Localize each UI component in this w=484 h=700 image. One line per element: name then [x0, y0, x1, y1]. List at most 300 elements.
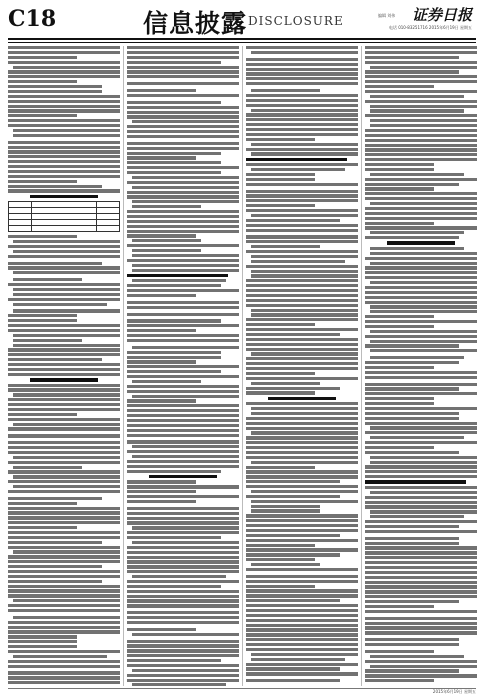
- text-line: [8, 384, 120, 387]
- text-line: [370, 124, 477, 127]
- text-line: [246, 58, 358, 61]
- text-line: [365, 286, 477, 289]
- text-line: [127, 580, 239, 583]
- text-line: [246, 548, 358, 551]
- text-line: [8, 536, 120, 539]
- text-line: [8, 324, 120, 327]
- text-line: [8, 645, 77, 648]
- text-line: [246, 422, 358, 425]
- text-line: [127, 390, 239, 393]
- text-line: [8, 141, 120, 144]
- text-line: [365, 674, 477, 677]
- text-line: [127, 106, 239, 109]
- text-line: [132, 541, 239, 544]
- text-line: [365, 207, 477, 210]
- text-line: [365, 383, 477, 386]
- column-4: [365, 46, 477, 686]
- text-line: [365, 376, 477, 379]
- text-line: [365, 257, 477, 260]
- masthead: [0, 0, 484, 46]
- text-line: [370, 515, 464, 518]
- text-line: [365, 344, 459, 347]
- text-line: [246, 328, 358, 331]
- text-line: [370, 356, 464, 359]
- text-line: [127, 339, 239, 342]
- text-line: [365, 266, 477, 269]
- text-line: [246, 343, 358, 346]
- text-line: [246, 148, 358, 151]
- text-line: [8, 70, 120, 73]
- text-line: [370, 262, 477, 265]
- text-line: [8, 255, 120, 258]
- text-line: [246, 529, 358, 532]
- text-line: [8, 373, 120, 376]
- text-line: [127, 66, 239, 69]
- text-line: [8, 283, 120, 286]
- text-line: [127, 147, 239, 150]
- text-line: [127, 536, 221, 539]
- text-line: [246, 63, 358, 66]
- text-line: [365, 61, 477, 64]
- text-line: [127, 142, 239, 145]
- column-divider: [361, 46, 362, 686]
- text-line: [127, 51, 239, 54]
- text-line: [8, 105, 120, 108]
- text-line: [246, 68, 358, 71]
- text-line: [13, 309, 120, 312]
- text-line: [370, 310, 477, 313]
- text-line: [365, 315, 434, 318]
- text-line: [365, 470, 477, 473]
- text-line: [365, 660, 477, 663]
- text-line: [246, 209, 358, 212]
- text-line: [13, 339, 82, 342]
- text-line: [365, 407, 477, 410]
- text-line: [370, 281, 477, 284]
- text-line: [127, 590, 239, 593]
- text-line: [365, 222, 434, 225]
- text-line: [127, 512, 239, 515]
- text-line: [365, 100, 477, 103]
- text-line: [246, 495, 340, 498]
- footer-rule: [8, 688, 476, 689]
- text-line: [365, 595, 477, 598]
- text-line: [246, 391, 315, 394]
- text-line: [251, 270, 358, 273]
- text-line: [246, 568, 358, 571]
- text-line: [365, 475, 477, 478]
- text-line: [246, 638, 358, 641]
- text-line: [246, 128, 358, 131]
- text-line: [127, 659, 221, 662]
- text-line: [251, 309, 358, 312]
- text-line: [8, 502, 77, 505]
- text-line: [13, 344, 120, 347]
- text-line: [365, 129, 477, 132]
- text-line: [8, 580, 102, 583]
- text-line: [246, 387, 340, 390]
- text-line: [127, 500, 196, 503]
- text-line: [251, 490, 358, 493]
- text-line: [127, 94, 239, 97]
- text-line: [127, 507, 239, 510]
- text-line: [251, 274, 358, 277]
- text-line: [251, 152, 358, 155]
- text-line: [8, 555, 120, 558]
- text-line: [8, 531, 120, 534]
- text-line: [132, 264, 239, 267]
- text-line: [127, 234, 196, 237]
- text-line: [365, 585, 477, 588]
- text-line: [127, 125, 239, 128]
- text-line: [127, 324, 239, 327]
- text-line: [370, 349, 477, 352]
- section-heading: [30, 195, 97, 199]
- text-line: [246, 240, 358, 243]
- text-line: [246, 265, 358, 268]
- text-line: [365, 465, 477, 468]
- section-heading: [30, 378, 97, 382]
- text-line: [246, 304, 358, 307]
- text-line: [8, 594, 120, 597]
- text-line: [246, 294, 358, 297]
- text-line: [8, 403, 120, 406]
- text-line: [365, 542, 459, 545]
- text-line: [132, 445, 239, 448]
- text-line: [132, 186, 239, 189]
- text-line: [246, 219, 340, 222]
- column-1: [8, 46, 120, 686]
- text-line: [132, 395, 239, 398]
- text-line: [246, 456, 358, 459]
- text-line: [246, 441, 358, 444]
- text-line: [365, 501, 477, 504]
- text-line: [8, 353, 120, 356]
- text-line: [8, 51, 120, 54]
- column-divider: [123, 46, 124, 686]
- text-line: [127, 130, 239, 133]
- text-line: [8, 368, 120, 371]
- text-line: [8, 398, 120, 401]
- section-heading: [127, 274, 228, 278]
- text-line: [127, 517, 239, 520]
- text-line: [365, 271, 477, 274]
- text-line: [127, 225, 239, 228]
- table-cell: [9, 220, 32, 225]
- text-line: [365, 446, 434, 449]
- text-line: [127, 152, 221, 155]
- text-line: [246, 362, 358, 365]
- text-line: [365, 581, 477, 584]
- text-line: [365, 192, 477, 195]
- text-line: [13, 616, 120, 619]
- text-line: [251, 431, 358, 434]
- text-line: [246, 94, 358, 97]
- text-line: [365, 183, 459, 186]
- text-line: [246, 99, 358, 102]
- text-line: [127, 259, 239, 262]
- text-line: [365, 546, 477, 549]
- text-line: [132, 575, 226, 578]
- edition-line: 电话 010-83251716 2015年6月19日 星期五: [388, 25, 472, 30]
- text-line: [246, 178, 315, 181]
- text-line: [246, 190, 358, 193]
- text-line: [246, 163, 358, 166]
- text-line: [246, 553, 340, 556]
- text-line: [8, 75, 120, 78]
- text-line: [246, 173, 315, 176]
- text-line: [8, 609, 120, 612]
- text-line: [127, 313, 239, 316]
- text-line: [127, 46, 239, 49]
- text-line: [365, 276, 477, 279]
- text-line: [8, 109, 120, 112]
- text-line: [365, 226, 477, 229]
- text-line: [127, 334, 239, 337]
- text-line: [370, 95, 464, 98]
- text-line: [251, 352, 358, 355]
- text-line: [8, 363, 120, 366]
- text-line: [370, 436, 464, 439]
- text-line: [365, 178, 477, 181]
- text-line: [246, 643, 358, 646]
- text-line: [370, 202, 477, 205]
- text-line: [246, 250, 358, 253]
- text-line: [127, 244, 239, 247]
- editor-credit: 编辑 刘伟: [378, 13, 396, 18]
- text-line: [365, 51, 477, 54]
- text-line: [365, 412, 459, 415]
- text-line: [127, 429, 239, 432]
- text-line: [13, 278, 82, 281]
- text-line: [365, 643, 459, 646]
- text-line: [365, 153, 477, 156]
- text-line: [365, 114, 477, 117]
- page-footer: [8, 688, 476, 694]
- text-line: [365, 571, 477, 574]
- table-cell: [97, 220, 119, 225]
- text-line: [127, 490, 196, 493]
- text-line: [246, 417, 358, 420]
- text-line: [127, 565, 239, 568]
- section-heading: [365, 480, 466, 484]
- text-line: [132, 254, 239, 257]
- text-line: [8, 146, 120, 149]
- text-line: [246, 348, 358, 351]
- table-cell: [32, 208, 98, 213]
- text-line: [127, 385, 239, 388]
- text-line: [246, 118, 358, 121]
- text-line: [8, 61, 120, 64]
- text-line: [127, 644, 239, 647]
- text-line: [127, 604, 239, 607]
- text-line: [365, 85, 434, 88]
- text-line: [251, 89, 320, 92]
- text-line: [127, 70, 239, 73]
- text-line: [127, 640, 239, 643]
- section-heading: [387, 241, 454, 245]
- text-line: [13, 393, 120, 396]
- text-line: [370, 109, 464, 112]
- text-line: [13, 599, 120, 602]
- text-line: [8, 319, 77, 322]
- text-line: [13, 271, 120, 274]
- masthead-rule-thin: [8, 42, 476, 43]
- text-line: [127, 414, 239, 417]
- text-line: [246, 466, 315, 469]
- text-line: [8, 635, 77, 638]
- text-line: [127, 551, 239, 554]
- text-line: [365, 626, 477, 629]
- text-line: [365, 134, 477, 137]
- text-line: [246, 123, 358, 126]
- text-line: [127, 181, 239, 184]
- text-line: [251, 214, 358, 217]
- text-line: [127, 628, 196, 631]
- text-line: [365, 144, 477, 147]
- text-line: [8, 175, 120, 178]
- text-line: [246, 672, 358, 675]
- text-line: [8, 170, 120, 173]
- text-line: [8, 630, 120, 633]
- text-line: [127, 215, 239, 218]
- text-line: [127, 89, 196, 92]
- text-line: [246, 372, 315, 375]
- text-line: [127, 356, 221, 359]
- text-line: [365, 187, 434, 190]
- text-line: [251, 509, 320, 512]
- text-line: [251, 260, 345, 263]
- text-line: [127, 111, 239, 114]
- text-line: [8, 150, 120, 153]
- text-line: [251, 109, 358, 112]
- text-line: [8, 189, 120, 192]
- text-line: [365, 590, 477, 593]
- text-line: [246, 470, 358, 473]
- text-line: [246, 199, 358, 202]
- text-line: [8, 660, 120, 663]
- table-cell: [97, 226, 119, 231]
- text-line: [246, 648, 358, 651]
- text-line: [246, 446, 358, 449]
- text-line: [365, 525, 459, 528]
- text-line: [127, 546, 239, 549]
- text-line: [8, 155, 120, 158]
- text-line: [127, 161, 221, 164]
- text-line: [8, 570, 120, 573]
- text-line: [8, 358, 102, 361]
- text-line: [365, 70, 459, 73]
- text-line: [246, 534, 340, 537]
- text-line: [132, 176, 239, 179]
- text-line: [246, 436, 358, 439]
- text-line: [365, 46, 477, 49]
- text-line: [246, 585, 315, 588]
- text-line: [246, 524, 358, 527]
- text-line: [365, 617, 477, 620]
- text-line: [365, 148, 477, 151]
- text-line: [365, 217, 477, 220]
- text-line: [8, 266, 120, 269]
- text-line: [365, 650, 434, 653]
- text-line: [127, 365, 239, 368]
- text-line: [132, 380, 201, 383]
- text-line: [246, 133, 358, 136]
- table-cell: [97, 208, 119, 213]
- text-line: [251, 255, 358, 258]
- text-line: [8, 604, 120, 607]
- text-line: [246, 619, 358, 622]
- text-line: [365, 361, 459, 364]
- column-divider: [242, 46, 243, 686]
- text-line: [132, 279, 226, 282]
- table-cell: [97, 214, 119, 219]
- text-line: [251, 653, 358, 656]
- text-line: [365, 441, 477, 444]
- text-line: [127, 434, 239, 437]
- column-2: [127, 46, 239, 686]
- text-line: [13, 288, 120, 291]
- text-line: [246, 104, 358, 107]
- text-line: [132, 249, 201, 252]
- text-line: [365, 90, 477, 93]
- text-line: [246, 580, 358, 583]
- text-line: [251, 313, 358, 316]
- text-line: [246, 338, 358, 341]
- text-line: [8, 560, 120, 563]
- text-line: [246, 519, 358, 522]
- text-line: [246, 667, 340, 670]
- text-line: [365, 291, 477, 294]
- text-line: [8, 348, 120, 351]
- text-line: [8, 470, 120, 473]
- text-line: [127, 210, 239, 213]
- text-line: [246, 633, 358, 636]
- text-line: [251, 245, 320, 248]
- text-line: [127, 370, 221, 373]
- text-line: [246, 284, 358, 287]
- text-line: [127, 404, 239, 407]
- text-line: [370, 426, 477, 429]
- text-line: [365, 163, 434, 166]
- text-line: [127, 419, 239, 422]
- text-line: [246, 113, 358, 116]
- text-line: [365, 561, 477, 564]
- text-line: [8, 497, 102, 500]
- text-line: [246, 77, 358, 80]
- text-line: [8, 621, 120, 624]
- text-line: [365, 56, 459, 59]
- text-line: [370, 461, 477, 464]
- text-line: [8, 56, 77, 59]
- text-line: [8, 640, 77, 643]
- text-line: [365, 301, 477, 304]
- text-line: [13, 129, 120, 132]
- text-line: [246, 289, 358, 292]
- text-line: [13, 466, 82, 469]
- text-line: [8, 114, 77, 117]
- text-line: [246, 46, 358, 49]
- text-line: [365, 371, 477, 374]
- text-line: [251, 658, 345, 661]
- text-line: [8, 90, 102, 93]
- text-line: [127, 674, 239, 677]
- text-line: [246, 357, 358, 360]
- text-line: [365, 679, 434, 682]
- text-line: [365, 325, 434, 328]
- text-line: [246, 485, 358, 488]
- table-cell: [9, 214, 32, 219]
